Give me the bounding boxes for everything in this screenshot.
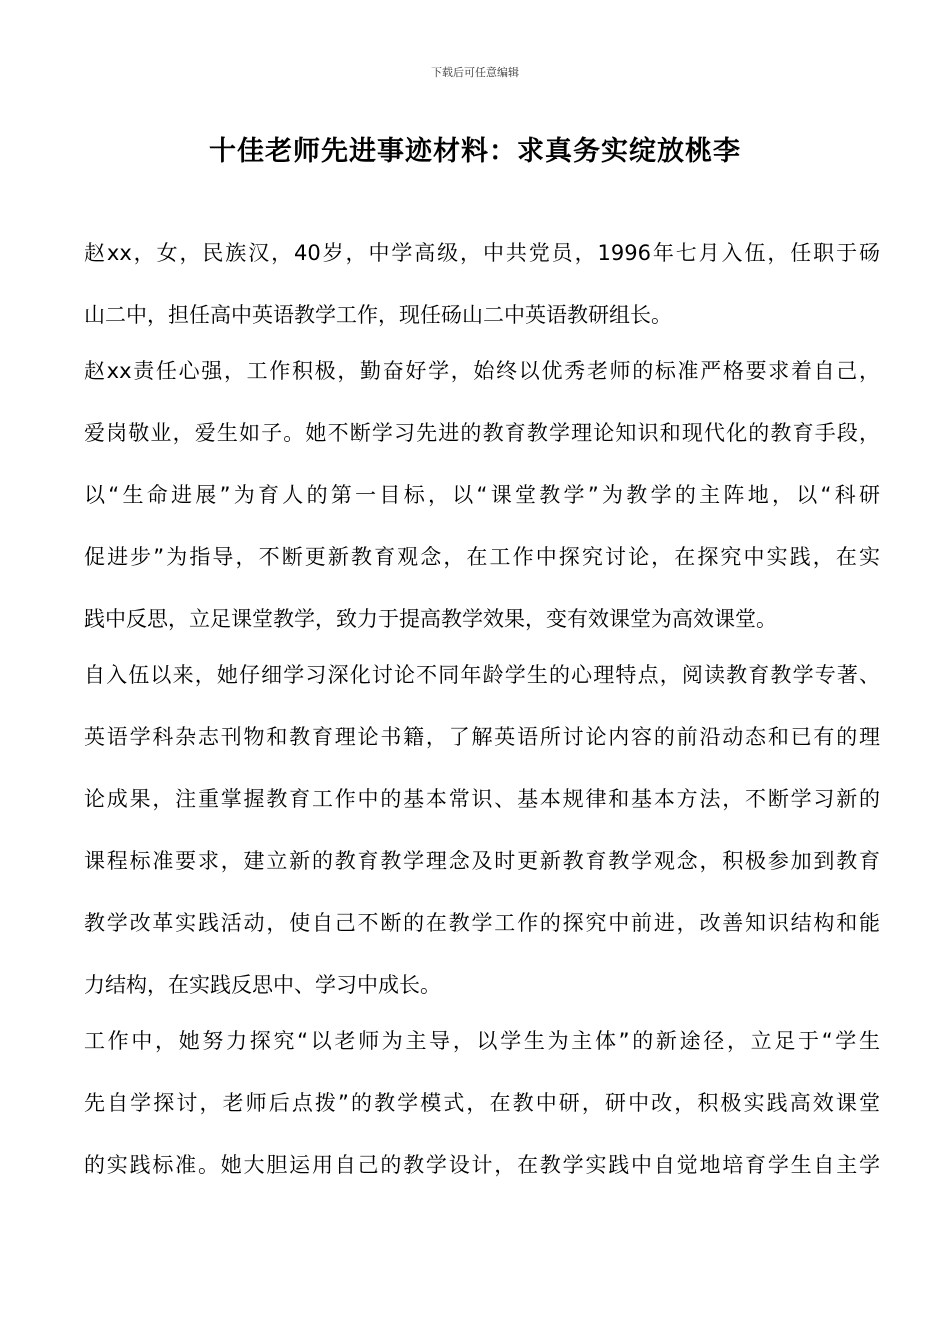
paragraph-line: 先自学探讨，老师后点拨”的教学模式，在教中研，研中改，积极实践高效课堂 [84, 1091, 880, 1115]
paragraph-line: 教学改革实践活动，使自己不断的在教学工作的探究中前进，改善知识结构和能 [84, 911, 880, 935]
paragraph-line: 的实践标准。她大胆运用自己的教学设计，在教学实践中自觉地培育学生自主学 [84, 1153, 880, 1177]
paragraph-1 [84, 222, 880, 346]
paragraph-line: 赵xx责任心强，工作积极，勤奋好学，始终以优秀老师的标准严格要求着自己， [84, 359, 880, 383]
paragraph-3 [84, 644, 880, 1016]
paragraph-line: 促进步”为指导，不断更新教育观念，在工作中探究讨论，在探究中实践，在实 [84, 545, 880, 569]
paragraph-line: 自入伍以来，她仔细学习深化讨论不同年龄学生的心理特点，阅读教育教学专著、 [84, 663, 880, 687]
paragraph-line: 工作中，她努力探究“以老师为主导，以学生为主体”的新途径，立足于“学生 [84, 1029, 880, 1053]
paragraph-line: 英语学科杂志刊物和教育理论书籍，了解英语所讨论内容的前沿动态和已有的理 [84, 725, 880, 749]
paragraph-line: 山二中，担任高中英语教学工作，现任砀山二中英语教研组长。 [84, 303, 672, 327]
paragraph-2 [84, 340, 880, 650]
paragraph-line: 论成果，注重掌握教育工作中的基本常识、基本规律和基本方法，不断学习新的 [84, 787, 880, 811]
paragraph-line: 践中反思，立足课堂教学，致力于提高教学效果，变有效课堂为高效课堂。 [84, 607, 777, 631]
paragraph-line: 力结构，在实践反思中、学习中成长。 [84, 973, 441, 997]
paragraph-line: 赵xx，女，民族汉，40岁，中学高级，中共党员，1996年七月入伍，任职于砀 [84, 241, 880, 265]
paragraph-line: 课程标准要求，建立新的教育教学理念及时更新教育教学观念，积极参加到教育 [84, 849, 880, 873]
document-body [84, 222, 880, 1196]
paragraph-line: 以“生命进展”为育人的第一目标，以“课堂教学”为教学的主阵地，以“科研 [84, 483, 880, 507]
document-title: 十佳老师先进事迹材料：求真务实绽放桃李 [209, 136, 741, 167]
header-note: 下载后可任意编辑 [431, 66, 519, 79]
paragraph-line: 爱岗敬业，爱生如子。她不断学习先进的教育教学理论知识和现代化的教育手段， [84, 421, 880, 445]
paragraph-4 [84, 1010, 880, 1196]
